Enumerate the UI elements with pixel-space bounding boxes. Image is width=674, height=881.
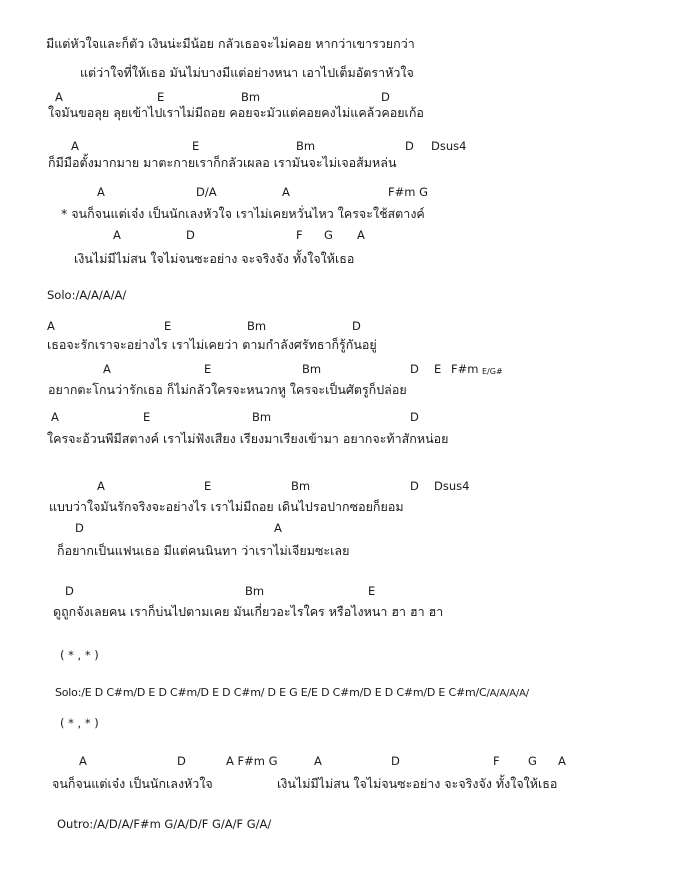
- chord: Dsus4: [431, 139, 467, 153]
- chord: Bm: [302, 362, 322, 376]
- chord: A: [51, 410, 59, 424]
- solo-section: Solo:/A/A/A/A/: [47, 288, 127, 302]
- outro-section: Outro:/A/D/A/F#m G/A/D/F G/A/F G/A/: [57, 817, 272, 831]
- chord: A: [282, 185, 290, 199]
- lyric-line: เงินไม่มีไม่สน ใจไม่จนซะอย่าง จะจริงจัง ทั้งใจให้เธอ: [74, 251, 355, 266]
- chord: A: [97, 185, 105, 199]
- chord: D: [410, 479, 419, 493]
- repeat-mark: ( * , * ): [60, 648, 99, 662]
- chord: D: [410, 362, 419, 376]
- chord: A: [314, 754, 322, 768]
- chord: G: [528, 754, 537, 768]
- chord: E: [204, 362, 212, 376]
- lyric-line: เธอจะรักเราจะอย่างไร เราไม่เคยว่า ตามกำลังศรัทธาก็รู้กันอยู่: [47, 337, 377, 352]
- lyric-line: จนก็จนแต่เจ๋ง เป็นนักเลงหัวใจ: [52, 776, 213, 791]
- chord: Bm: [291, 479, 311, 493]
- chord: Bm: [245, 584, 265, 598]
- lyric-line: อยากตะโกนว่ารักเธอ ก็ไม่กลัวใครจะหนวกหู ใครจะเป็นศัตรูก็ปล่อย: [48, 382, 407, 397]
- chord: E: [192, 139, 200, 153]
- lyric-line: * จนก็จนแต่เจ๋ง เป็นนักเลงหัวใจ เราไม่เคยหวั่นไหว ใครจะใช้สตางค์: [61, 206, 425, 221]
- lyric-line: ดูถูกจังเลยคน เราก็บ่นไปตามเคย มันเกี่ยวอะไรใคร หรือไงหนา ฮา ฮา ฮา: [53, 604, 444, 619]
- lyric-line: ใจมันขอลุย ลุยเข้าไปเราไม่มีถอย คอยจะมัวแต่คอยคงไม่แคล้วคอยเก้อ: [48, 105, 424, 120]
- chord: F#m: [451, 362, 479, 376]
- chord: A: [103, 362, 111, 376]
- chord: A: [47, 319, 55, 333]
- chord: E: [157, 90, 165, 104]
- chord: Dsus4: [434, 479, 470, 493]
- chord: A: [97, 479, 105, 493]
- chord: E: [204, 479, 212, 493]
- chord: E/G#: [482, 367, 503, 376]
- chord: F: [493, 754, 500, 768]
- chord: A: [558, 754, 566, 768]
- chord: D: [352, 319, 361, 333]
- chord: E: [143, 410, 151, 424]
- repeat-mark: ( * , * ): [60, 716, 99, 730]
- chord: D: [177, 754, 186, 768]
- chord: Bm: [296, 139, 316, 153]
- chord: A: [274, 521, 282, 535]
- chord: A F#m G: [226, 754, 278, 768]
- chord: E: [434, 362, 442, 376]
- lyric-line: เงินไม่มีไม่สน ใจไม่จนซะอย่าง จะจริงจัง ทั้งใจให้เธอ: [277, 776, 558, 791]
- chord: Bm: [252, 410, 272, 424]
- lyric-line: แบบว่าใจมันรักจริงจะอย่างไร เราไม่มีถอย เดินไปรอปากซอยก็ยอม: [49, 499, 404, 514]
- intro-lyric-2: แต่ว่าใจที่ให้เธอ มันไม่บางมีแต่อย่างหนา เอาไปเต็มอัตราหัวใจ: [80, 65, 414, 80]
- intro-lyric-1: มีแต่หัวใจและก็ตัว เงินน่ะมีน้อย กลัวเธอจะไม่คอย หากว่าเขารวยกว่า: [46, 36, 415, 51]
- solo-section: [55, 686, 529, 701]
- chord: D: [186, 228, 195, 242]
- chord: Bm: [247, 319, 267, 333]
- lyric-line: ก็อยากเป็นแฟนเธอ มีแต่คนนินทา ว่าเราไม่เจียมซะเลย: [57, 543, 350, 558]
- solo-chords-tail: /A/A/A/A/: [486, 688, 529, 699]
- chord: A: [357, 228, 365, 242]
- chord: A: [55, 90, 63, 104]
- chord: E: [164, 319, 172, 333]
- chord: D: [75, 521, 84, 535]
- lyric-line: ก็มีมือตั้งมากมาย มาตะกายเราก็กลัวเผลอ เรามันจะไม่เจอส้มหล่น: [48, 155, 397, 170]
- chord: A: [71, 139, 79, 153]
- chord: A: [79, 754, 87, 768]
- chord: A: [113, 228, 121, 242]
- chord: D: [410, 410, 419, 424]
- chord: D: [381, 90, 390, 104]
- chord: D: [391, 754, 400, 768]
- chord: F: [296, 228, 303, 242]
- chord: D/A: [196, 185, 217, 199]
- chord: D: [405, 139, 414, 153]
- chord: D: [65, 584, 74, 598]
- chord: E: [368, 584, 376, 598]
- solo-chords: Solo:/E D C#m/D E D C#m/D E D C#m/ D E G E/E D C#m/D E D C#m/D E C#m/C: [55, 686, 487, 699]
- chord: F#m G: [388, 185, 429, 199]
- lyric-line: ใครจะอ้วนพีมีสตางค์ เราไม่ฟังเสียง เรียงมาเรียงเข้ามา อยากจะท้าสักหน่อย: [47, 431, 449, 446]
- chord: Bm: [241, 90, 261, 104]
- chord: G: [324, 228, 333, 242]
